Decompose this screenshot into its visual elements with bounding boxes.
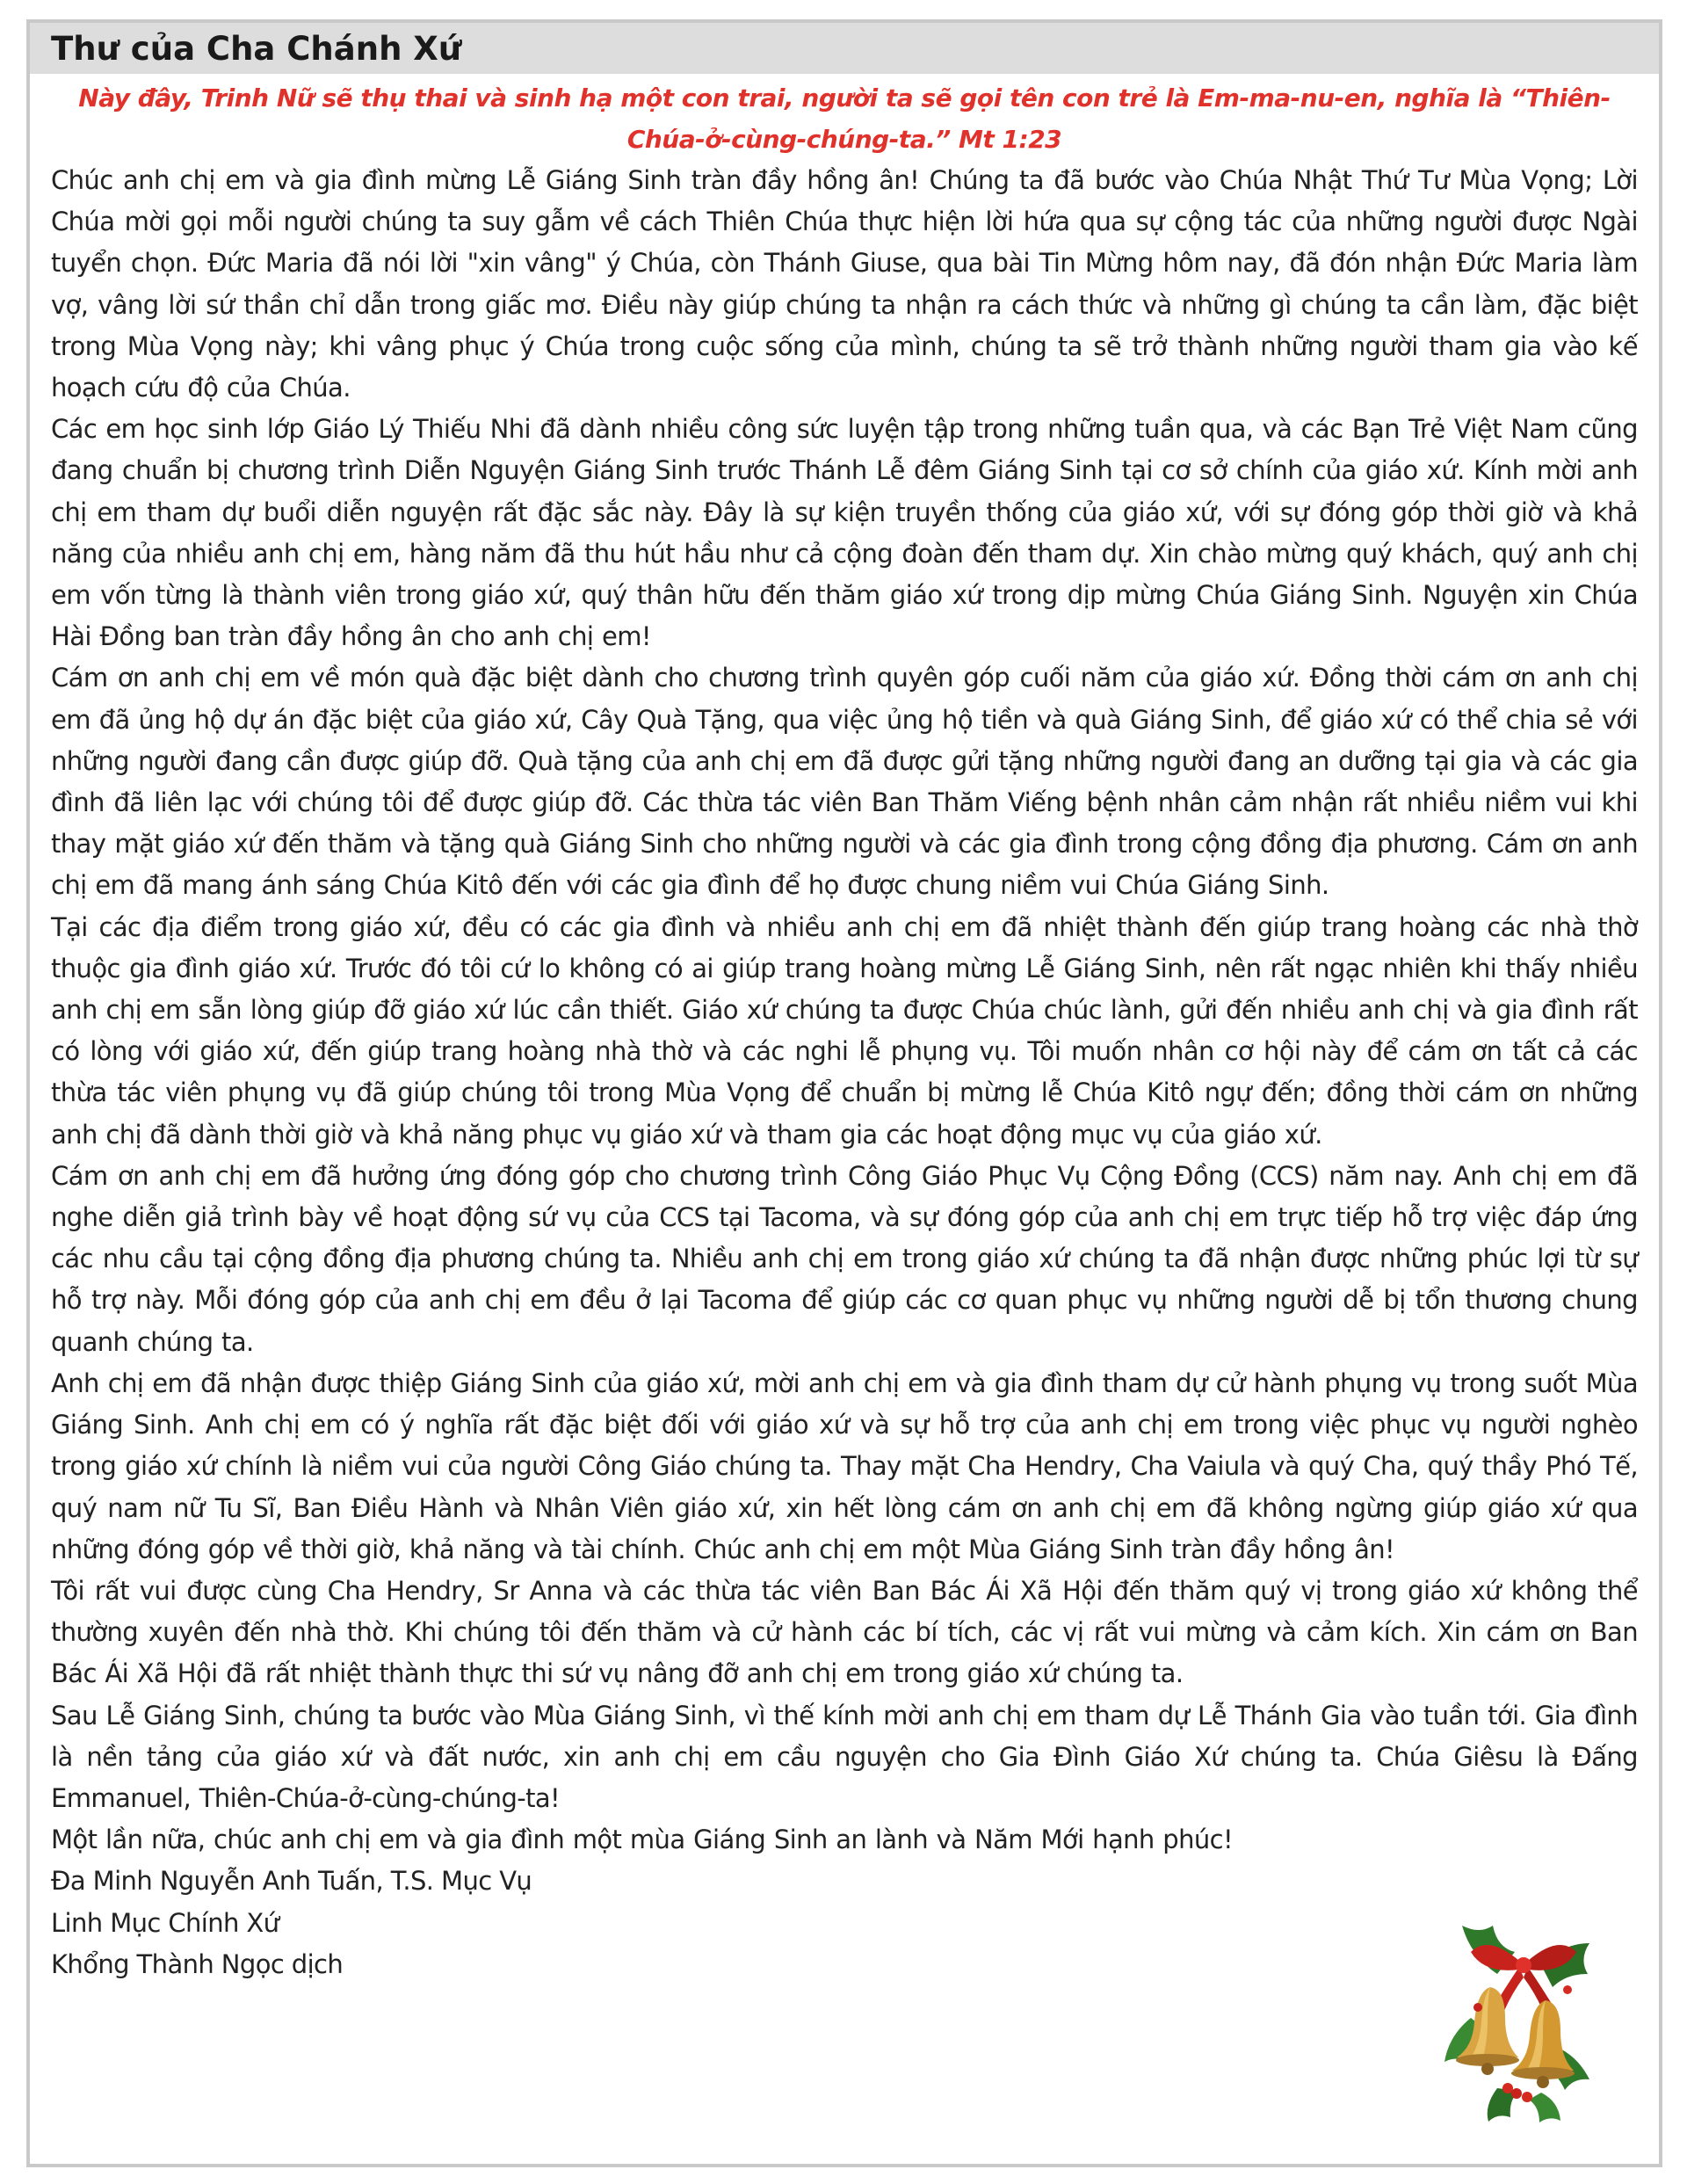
paragraph-gift-tree: Cám ơn anh chị em về món quà đặc biệt dành cho chương trình quyên góp cuối năm của giáo xứ. Đồng thời cám ơn anh chị em đã ủng hộ dự án đặc biệt của giáo xứ, Cây Quà Tặng, qua việc ủng hộ tiền và quà Giáng Sinh, để giáo xứ có thể chia sẻ với những người đang cần được giúp đỡ. Quà tặng của anh chị em đã được gửi tặng những người đang an dưỡng tại gia và các gia đình đã liên lạc với chúng tôi để được giúp đỡ. Các thừa tác viên Ban Thăm Viếng bệnh nhân cảm nhận rất nhiều niềm vui khi thay mặt giáo xứ đến thăm và tặng quà Giáng Sinh cho những người và các gia đình trong cộng đồng địa phương. Cám ơn anh chị em đã mang ánh sáng Chúa Kitô đến với các gia đình để họ được chung niềm vui Chúa Giáng Sinh. xyxy=(51,663,1638,901)
paragraph-christmas-card: Anh chị em đã nhận được thiệp Giáng Sinh của giáo xứ, mời anh chị em và gia đình tham dự cử hành phụng vụ trong suốt Mùa Giáng Sinh. Anh chị em có ý nghĩa rất đặc biệt đối với giáo xứ và sự hỗ trợ của anh chị em trong việc phục vụ người nghèo trong giáo xứ chính là niềm vui của người Công Giáo chúng ta. Thay mặt Cha Hendry, Cha Vaiula và quý Cha, quý thầy Phó Tế, quý nam nữ Tu Sĩ, Ban Điều Hành và Nhân Viên giáo xứ, xin hết lòng cám ơn anh chị em đã không ngừng giúp giáo xứ qua những đóng góp về thời giờ, khả năng và tài chính. Chúc anh chị em một Mùa Giáng Sinh tràn đầy hồng ân! xyxy=(51,1368,1638,1564)
signature-translator: Khổng Thành Ngọc dịch xyxy=(51,1948,344,1979)
paragraph-christmas-program: Các em học sinh lớp Giáo Lý Thiếu Nhi đã dành nhiều công sức luyện tập trong những tuần qua, và các Bạn Trẻ Việt Nam cũng đang chuẩn bị chương trình Diễn Nguyện Giáng Sinh trước Thánh Lễ đêm Giáng Sinh tại cơ sở chính của giáo xứ. Kính mời anh chị em tham dự buổi diễn nguyện rất đặc sắc này. Đây là sự kiện truyền thống của giáo xứ, với sự đóng góp thời giờ và khả năng của nhiều anh chị em, hàng năm đã thu hút hầu như cả cộng đoàn đến tham dự. Xin chào mừng quý khách, quý anh chị em vốn từng là thành viên trong giáo xứ, quý thân hữu đến thăm giáo xứ trong dịp mừng Chúa Giáng Sinh. Nguyện xin Chúa Hài Đồng ban tràn đầy hồng ân cho anh chị em! xyxy=(51,414,1638,652)
paragraph-greeting: Chúc anh chị em và gia đình mừng Lễ Giáng Sinh tràn đầy hồng ân! Chúng ta đã bước vào Chúa Nhật Thứ Tư Mùa Vọng; Lời Chúa mời gọi mỗi người chúng ta suy gẫm về cách Thiên Chúa thực hiện lời hứa qua sự cộng tác của những người được Ngài tuyển chọn. Đức Maria đã nói lời "xin vâng" ý Chúa, còn Thánh Giuse, qua bài Tin Mừng hôm nay, đã đón nhận Đức Maria làm vợ, vâng lời sứ thần chỉ dẫn trong giấc mơ. Điều này giúp chúng ta nhận ra cách thức và những gì chúng ta cần làm, đặc biệt trong Mùa Vọng này; khi vâng phục ý Chúa trong cuộc sống của mình, chúng ta sẽ trở thành những người tham gia vào kế hoạch cứu độ của Chúa. xyxy=(51,165,1638,403)
signature-role: Linh Mục Chính Xứ xyxy=(51,1907,279,1938)
paragraph-ccs: Cám ơn anh chị em đã hưởng ứng đóng góp cho chương trình Công Giáo Phục Vụ Cộng Đồng (CCS) năm nay. Anh chị em đã nghe diễn giả trình bày về hoạt động sứ vụ của CCS tại Tacoma, và sự đóng góp của anh chị em trực tiếp hỗ trợ việc đáp ứng các nhu cầu tại cộng đồng địa phương chúng ta. Nhiều anh chị em trong giáo xứ chúng ta đã nhận được những phúc lợi từ sự hỗ trợ này. Mỗi đóng góp của anh chị em đều ở lại Tacoma để giúp các cơ quan phục vụ những người dễ bị tổn thương chung quanh chúng ta. xyxy=(51,1160,1638,1357)
signature-name: Đa Minh Nguyễn Anh Tuấn, T.S. Mục Vụ xyxy=(51,1866,532,1897)
quote-text: Này đây, Trinh Nữ sẽ thụ thai và sinh hạ một con trai, người ta sẽ gọi tên con trẻ là Em-ma-nu-en, nghĩa là “Thiên-Chúa-ở-cùng-chúng-ta.” xyxy=(78,83,1611,154)
paragraph-visits: Tôi rất vui được cùng Cha Hendry, Sr Anna và các thừa tác viên Ban Bác Ái Xã Hội đến thăm quý vị trong giáo xứ không thể thường xuyên đến nhà thờ. Khi chúng tôi đến thăm và cử hành các bí tích, các vị rất vui mừng và cảm kích. Xin cám ơn Ban Bác Ái Xã Hội đã rất nhiệt thành thực thi sứ vụ nâng đỡ anh chị em trong giáo xứ chúng ta. xyxy=(51,1575,1638,1689)
letter-frame xyxy=(26,19,1662,2167)
letter-header xyxy=(30,23,1659,74)
scripture-quote xyxy=(51,77,1638,160)
paragraph-holy-family: Sau Lễ Giáng Sinh, chúng ta bước vào Mùa Giáng Sinh, vì thế kính mời anh chị em tham dự Lễ Thánh Gia vào tuần tới. Gia đình là nền tảng của giáo xứ và đất nước, xin anh chị em cầu nguyện cho Gia Đình Giáo Xứ chúng ta. Chúa Giêsu là Đấng Emmanuel, Thiên-Chúa-ở-cùng-chúng-ta! xyxy=(51,1700,1638,1813)
paragraph-closing-wish: Một lần nữa, chúc anh chị em và gia đình một mùa Giáng Sinh an lành và Năm Mới hạnh phúc! xyxy=(51,1825,1234,1855)
christmas-bells-icon xyxy=(1436,1912,1611,2123)
bells xyxy=(1456,1987,1575,2088)
paragraph-decorating: Tại các địa điểm trong giáo xứ, đều có các gia đình và nhiều anh chị em đã nhiệt thành đến giúp trang hoàng các nhà thờ thuộc gia đình giáo xứ. Trước đó tôi cứ lo không có ai giúp trang hoàng mừng Lễ Giáng Sinh, nên rất ngạc nhiên khi thấy nhiều anh chị em sẵn lòng giúp đỡ giáo xứ lúc cần thiết. Giáo xứ chúng ta được Chúa chúc lành, gửi đến nhiều anh chị và gia đình rất có lòng với giáo xứ, đến giúp trang hoàng nhà thờ và các nghi lễ phụng vụ. Tôi muốn nhân cơ hội này để cám ơn tất cả các thừa tác viên phụng vụ đã giúp chúng tôi trong Mùa Vọng để chuẩn bị mừng lễ Chúa Kitô ngự đến; đồng thời cám ơn những anh chị đã dành thời giờ và khả năng phục vụ giáo xứ và tham gia các hoạt động mục vụ của giáo xứ. xyxy=(51,911,1638,1150)
letter-body xyxy=(30,74,1659,1985)
quote-reference: Mt 1:23 xyxy=(959,125,1062,154)
page-title: Thư của Cha Chánh Xứ xyxy=(51,29,462,68)
